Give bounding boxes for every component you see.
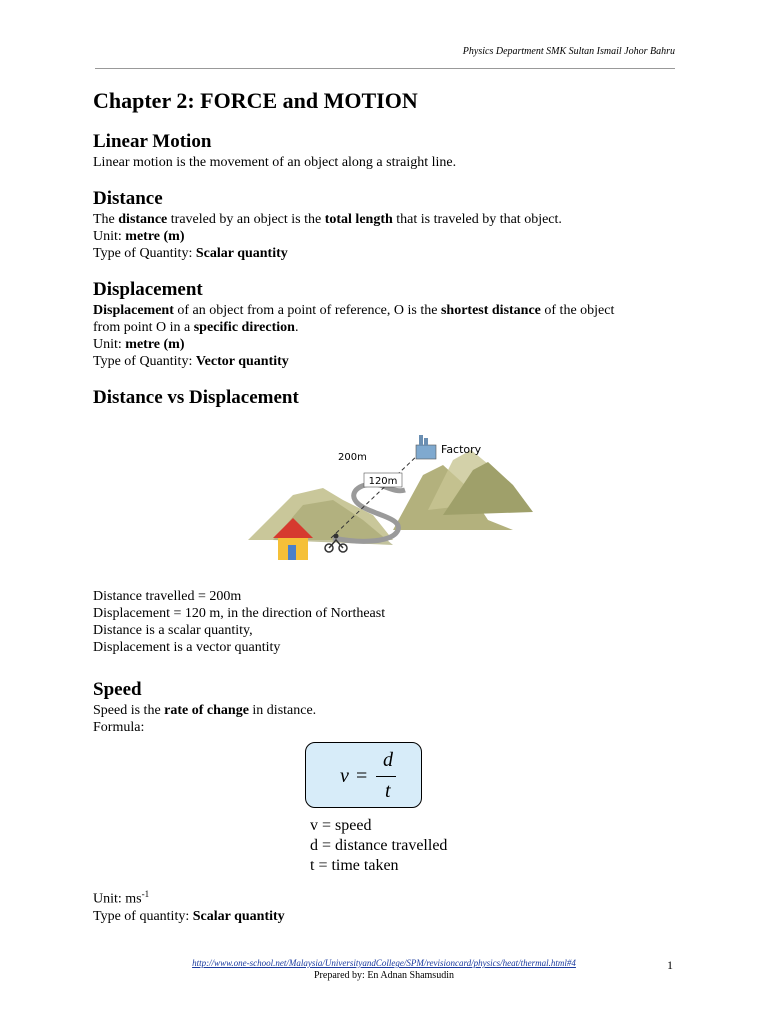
- section-displacement: [93, 278, 683, 370]
- distance-definition: The distance traveled by an object is the total length that is traveled by that object.: [93, 212, 562, 227]
- heading-speed: Speed: [93, 679, 142, 700]
- comparison-line-2: Displacement = 120 m, in the direction of Northeast: [93, 606, 386, 621]
- hills-illustration: [93, 420, 683, 580]
- page-header: Physics Department SMK Sultan Ismail Johor Bahru: [462, 46, 675, 57]
- comparison-line-1: Distance travelled = 200m: [93, 589, 242, 604]
- legend-v: v = speed: [310, 817, 372, 834]
- formula-d: d: [383, 749, 393, 771]
- page-number: 1: [667, 958, 673, 972]
- formula-area: [93, 736, 683, 886]
- main-content: [93, 86, 683, 941]
- heading-displacement: Displacement: [93, 279, 203, 300]
- factory-building: [416, 445, 436, 459]
- displacement-definition-line1: Displacement of an object from a point of reference, O is the shortest distance of the object: [93, 303, 615, 318]
- linear-motion-text: Linear motion is the movement of an object along a straight line.: [93, 155, 457, 170]
- heading-linear-motion: Linear Motion: [93, 131, 212, 152]
- distance-displacement-diagram: [93, 420, 683, 580]
- legend-d: d = distance travelled: [310, 837, 448, 854]
- section-speed: [93, 678, 683, 925]
- legend-t: t = time taken: [310, 857, 399, 874]
- heading-distance: Distance: [93, 188, 163, 209]
- speed-formula-box: [305, 742, 422, 808]
- formula-t: t: [385, 780, 391, 802]
- formula-equals: =: [356, 765, 368, 787]
- section-linear-motion: [93, 130, 683, 171]
- label-factory: Factory: [441, 443, 482, 456]
- displacement-unit: Unit: metre (m): [93, 337, 185, 352]
- comparison-line-3: Distance is a scalar quantity,: [93, 623, 253, 638]
- fraction-bar: [376, 776, 396, 777]
- label-120m: 120m: [368, 476, 398, 487]
- comparison-line-4: Displacement is a vector quantity: [93, 640, 281, 655]
- distance-unit: Unit: metre (m): [93, 229, 185, 244]
- section-distance: [93, 187, 683, 262]
- speed-unit: Unit: $ms^{-1}$: [93, 889, 150, 907]
- formula-v: v: [340, 765, 349, 787]
- formula-label: Formula:: [93, 720, 145, 735]
- displacement-type: Type of Quantity: Vector quantity: [93, 354, 289, 369]
- header-rule: [95, 68, 675, 69]
- footer-prepared-by: Prepared by: En Adnan Shamsudin: [314, 970, 454, 981]
- section-distance-vs-displacement: [93, 386, 683, 656]
- speed-type: Type of quantity: Scalar quantity: [93, 908, 285, 924]
- chapter-title: Chapter 2: FORCE and MOTION: [93, 88, 418, 113]
- speed-definition: Speed is the rate of change in distance.: [93, 703, 317, 718]
- displacement-definition-line2: from point O in a specific direction.: [93, 320, 299, 335]
- label-200m: 200m: [338, 452, 367, 463]
- formula-legend: [310, 816, 447, 876]
- distance-type: Type of Quantity: Scalar quantity: [93, 246, 288, 261]
- footer-link[interactable]: http://www.one-school.net/Malaysia/UniversityandCollege/SPM/revisioncard/physics/heat/thermal.html#4: [192, 958, 576, 968]
- heading-distance-vs-displacement: Distance vs Displacement: [93, 387, 299, 408]
